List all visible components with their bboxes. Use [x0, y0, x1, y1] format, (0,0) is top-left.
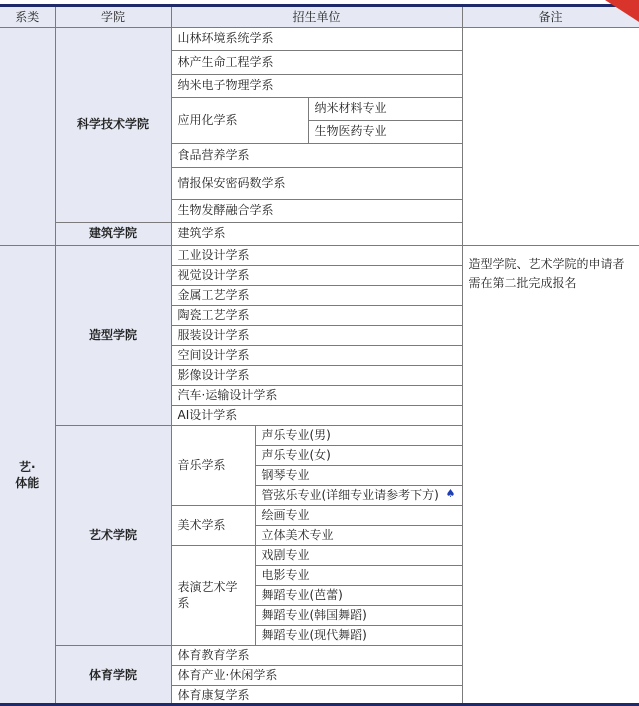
college-arts: 艺术学院 — [55, 425, 171, 645]
unit-music: 音乐学系 — [171, 425, 255, 505]
unit-performing: 表演艺术学系 — [171, 545, 255, 645]
header-unit: 招生单位 — [171, 7, 462, 27]
unit-bio-pharma: 生物医药专业 — [308, 120, 462, 143]
header-remarks: 备注 — [462, 7, 639, 27]
unit-formative-9: AI设计学系 — [171, 405, 462, 425]
unit-nano-physics: 纳米电子物理学系 — [171, 74, 462, 97]
unit-sports-rehab: 体育康复学系 — [171, 685, 462, 705]
unit-painting: 绘画专业 — [255, 505, 462, 525]
unit-film: 电影专业 — [255, 565, 462, 585]
unit-vocal-male: 声乐专业(男) — [255, 425, 462, 445]
unit-formative-7: 影像设计学系 — [171, 365, 462, 385]
remarks-arts-text: 造型学院、艺术学院的申请者需在第二批完成报名 — [468, 257, 625, 290]
unit-fine-arts: 美术学系 — [171, 505, 255, 545]
category-science — [0, 27, 55, 245]
unit-formative-5: 服装设计学系 — [171, 325, 462, 345]
spade-icon: ♠ — [445, 486, 456, 500]
header-college: 学院 — [55, 7, 171, 27]
unit-formative-4: 陶瓷工艺学系 — [171, 305, 462, 325]
unit-nano-material: 纳米材料专业 — [308, 97, 462, 120]
unit-food: 食品营养学系 — [171, 143, 462, 167]
header-category: 系类 — [0, 7, 55, 27]
unit-applied-chem: 应用化学系 — [171, 97, 308, 143]
category-arts-label: 艺· 体能 — [15, 459, 40, 490]
unit-sports-industry: 体育产业·休闲学系 — [171, 665, 462, 685]
unit-formative-3: 金属工艺学系 — [171, 285, 462, 305]
college-formative: 造型学院 — [55, 245, 171, 425]
top-rule — [0, 4, 639, 7]
college-science-tech: 科学技术学院 — [55, 27, 171, 222]
unit-modern-dance: 舞蹈专业(现代舞蹈) — [255, 625, 462, 645]
unit-formative-1: 工业设计学系 — [171, 245, 462, 265]
unit-fermentation: 生物发酵融合学系 — [171, 199, 462, 222]
admission-units-table — [0, 7, 639, 706]
unit-orchestra — [255, 485, 462, 505]
unit-formative-6: 空间设计学系 — [171, 345, 462, 365]
college-sports: 体育学院 — [55, 645, 171, 705]
unit-formative-2: 视觉设计学系 — [171, 265, 462, 285]
unit-sculpture: 立体美术专业 — [255, 525, 462, 545]
remarks-science — [462, 27, 639, 245]
remarks-arts — [462, 245, 639, 705]
unit-vocal-female: 声乐专业(女) — [255, 445, 462, 465]
unit-arch: 建筑学系 — [171, 222, 462, 245]
college-architecture: 建筑学院 — [55, 222, 171, 245]
unit-formative-8: 汽车·运输设计学系 — [171, 385, 462, 405]
unit-forest: 山林环境系统学系 — [171, 27, 462, 50]
unit-korean-dance: 舞蹈专业(韩国舞蹈) — [255, 605, 462, 625]
unit-ballet: 舞蹈专业(芭蕾) — [255, 585, 462, 605]
unit-forestry-life: 林产生命工程学系 — [171, 50, 462, 74]
unit-piano: 钢琴专业 — [255, 465, 462, 485]
unit-crypto: 情报保安密码数学系 — [171, 167, 462, 199]
unit-drama: 戏剧专业 — [255, 545, 462, 565]
unit-orchestra-label: 管弦乐专业(详细专业请参考下方) — [261, 487, 439, 502]
category-arts — [0, 245, 55, 705]
unit-sports-education: 体育教育学系 — [171, 645, 462, 665]
corner-ribbon — [605, 0, 639, 22]
